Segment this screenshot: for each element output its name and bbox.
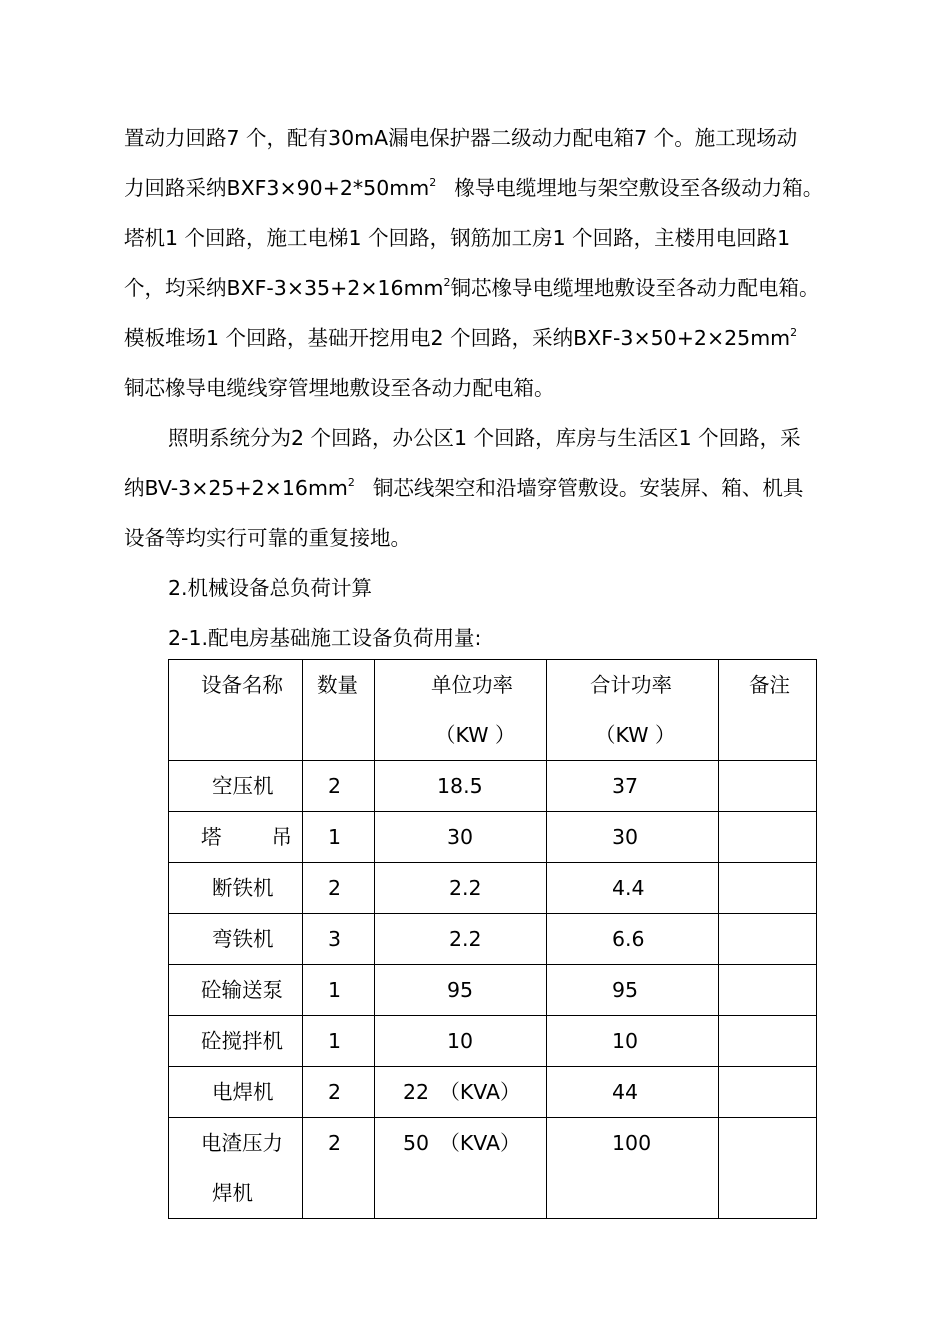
table-row xyxy=(169,1016,817,1067)
cell-qty: 2 xyxy=(328,876,342,900)
cell-name: 空压机 xyxy=(212,774,274,798)
table-row xyxy=(169,965,817,1016)
cell-total-power: 37 xyxy=(612,774,639,798)
header-total-power: 合计功率 xyxy=(590,673,672,697)
cell-total-power: 95 xyxy=(612,978,639,1002)
subsection-heading: 2-1.配电房基础施工设备负荷用量: xyxy=(168,626,482,650)
paragraph-line: 个，均采纳BXF-$3\times 35+2\times 16mm^2$铜芯橡导电缆埋地敷设至各动力配电箱。 xyxy=(124,276,820,300)
cell-unit-power: 22 （KVA） xyxy=(403,1080,521,1104)
cell-qty: 2 xyxy=(328,774,342,798)
cell-total-power: 10 xyxy=(612,1029,639,1053)
header-unit-power-unit: （KW ） xyxy=(435,723,516,747)
paragraph-line: 置动力回路7 个，配有30mA漏电保护器二级动力配电箱7 个。施工现场动 xyxy=(124,126,798,150)
cell-remark xyxy=(719,1016,816,1066)
paragraph-line: 塔机1 个回路，施工电梯1 个回路，钢筋加工房1 个回路，主楼用电回路1 xyxy=(124,226,791,250)
cell-remark xyxy=(719,812,816,862)
cell-total-power: 30 xyxy=(612,825,639,849)
cell-name-cont: 焊机 xyxy=(212,1181,253,1205)
cell-qty: 2 xyxy=(328,1080,342,1104)
table-header-row xyxy=(169,660,817,761)
cell-remark xyxy=(719,965,816,1015)
cell-unit-power: 2.2 xyxy=(449,927,482,951)
cell-qty: 1 xyxy=(328,825,342,849)
cell-remark xyxy=(719,1118,816,1168)
table-row xyxy=(169,914,817,965)
paragraph-line: 设备等均实行可靠的重复接地。 xyxy=(124,526,411,550)
table-row xyxy=(169,761,817,812)
header-unit-power: 单位功率 xyxy=(431,673,513,697)
cell-unit-power: 2.2 xyxy=(449,876,482,900)
header-remark: 备注 xyxy=(749,673,790,697)
paragraph-line: 模板堆场1 个回路，基础开挖用电2 个回路，采纳BXF-$3\times 50+2\times 25mm^2$ xyxy=(124,326,798,350)
table-row xyxy=(169,1067,817,1118)
cell-total-power: 4.4 xyxy=(612,876,645,900)
cell-remark xyxy=(719,863,816,913)
cell-name: 砼搅拌机 xyxy=(201,1029,283,1053)
cell-unit-power: 10 xyxy=(447,1029,474,1053)
section-heading: 2.机械设备总负荷计算 xyxy=(168,576,373,600)
cell-qty: 1 xyxy=(328,978,342,1002)
header-name: 设备名称 xyxy=(201,673,283,697)
cell-name: 塔 吊 xyxy=(201,825,292,849)
paragraph-line: 力回路采纳$BXF3\times 90+2*50mm^2$ 橡导电缆埋地与架空敷设至各级动力箱。 xyxy=(124,176,824,200)
cell-name: 电焊机 xyxy=(212,1080,274,1104)
cell-remark xyxy=(719,914,816,964)
cell-qty: 1 xyxy=(328,1029,342,1053)
cell-remark xyxy=(719,1067,816,1117)
cell-qty: 3 xyxy=(328,927,342,951)
cell-name: 断铁机 xyxy=(212,876,274,900)
cell-total-power: 44 xyxy=(612,1080,639,1104)
cell-unit-power: 50 （KVA） xyxy=(403,1131,521,1155)
table-row xyxy=(169,812,817,863)
table-row xyxy=(169,863,817,914)
equipment-load-table xyxy=(168,659,817,1219)
cell-name: 电渣压力 xyxy=(201,1131,283,1155)
header-qty: 数量 xyxy=(317,673,358,697)
cell-name: 砼输送泵 xyxy=(201,978,283,1002)
cell-total-power: 100 xyxy=(612,1131,652,1155)
cell-unit-power: 95 xyxy=(447,978,474,1002)
cell-name: 弯铁机 xyxy=(212,927,274,951)
cell-total-power: 6.6 xyxy=(612,927,645,951)
cell-unit-power: 30 xyxy=(447,825,474,849)
cell-unit-power: 18.5 xyxy=(437,774,483,798)
header-total-power-unit: （KW ） xyxy=(595,723,676,747)
paragraph-line: 照明系统分为2 个回路，办公区1 个回路，库房与生活区1 个回路，采 xyxy=(168,426,801,450)
cell-remark xyxy=(719,761,816,811)
table-row xyxy=(169,1118,817,1219)
paragraph-line: 铜芯橡导电缆线穿管埋地敷设至各动力配电箱。 xyxy=(124,376,555,400)
cell-qty: 2 xyxy=(328,1131,342,1155)
paragraph-line: 纳$BV-3\times 25+2\times 16mm^2$ 铜芯线架空和沿墙穿管敷设。安装屏、箱、机具 xyxy=(124,476,804,500)
